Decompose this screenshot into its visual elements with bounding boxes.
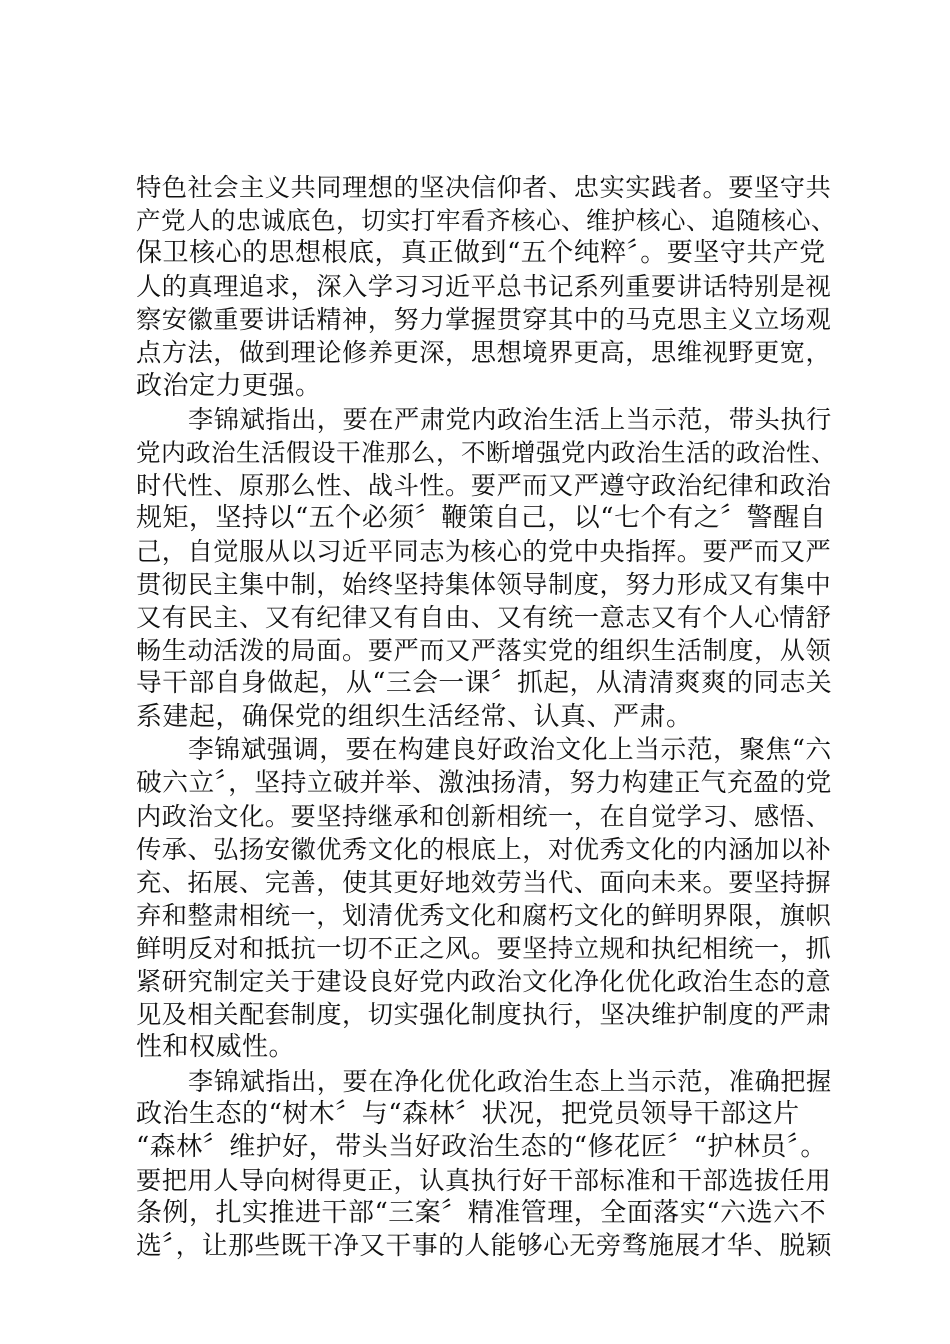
text-line: 特色社会主义共同理想的坚决信仰者、忠实实践者。要坚守共	[136, 173, 832, 202]
text-line: 要把用人导向树得更正，认真执行好干部标准和干部选拔任用	[136, 1165, 832, 1195]
text-line: “森林〞维护好，带头当好政治生态的“修花匠〞“护林员〞。	[136, 1131, 827, 1162]
text-line: 党内政治生活假设干准那么，不断增强党内政治生活的政治性、	[136, 437, 836, 467]
text-line: 贯彻民主集中制，始终坚持集体领导制度，努力形成又有集中	[136, 570, 832, 600]
text-line: 规矩，坚持以“五个必须〞鞭策自己，以“七个有之〞警醒自	[136, 502, 827, 533]
text-line: 紧研究制定关于建设良好党内政治文化净化优化政治生态的意	[136, 967, 832, 997]
text-line: 见及相关配套制度，切实强化制度执行，坚决维护制度的严肃	[136, 1000, 832, 1030]
text-line: 产党人的忠诚底色，切实打牢看齐核心、维护核心、追随核心、	[136, 206, 836, 236]
text-line: 导干部自身做起，从“三会一课〞抓起，从清清爽爽的同志关	[136, 668, 833, 699]
text-line: 又有民主、又有纪律又有自由、又有统一意志又有个人心情舒	[136, 603, 832, 633]
text-line: 畅生动活泼的局面。要严而又严落实党的组织生活制度，从领	[136, 636, 832, 666]
text-line: 李锦斌强调，要在构建良好政治文化上当示范，聚焦“六	[188, 734, 832, 765]
text-line: 保卫核心的思想根底，真正做到“五个纯粹〞。要坚守共产党	[136, 238, 826, 269]
text-line: 传承、弘扬安徽优秀文化的根底上，对优秀文化的内涵加以补	[136, 834, 832, 864]
text-line: 内政治文化。要坚持继承和创新相统一，在自觉学习、感悟、	[136, 801, 832, 831]
text-line: 人的真理追求，深入学习习近平总书记系列重要讲话特别是视	[136, 272, 832, 302]
text-line: 条例，扎实推进干部“三案〞精准管理，全面落实“六选六不	[136, 1197, 827, 1228]
text-line: 弃和整肃相统一，划清优秀文化和腐朽文化的鲜明界限，旗帜	[136, 901, 832, 931]
body-text	[136, 171, 836, 1263]
text-line: 性和权威性。	[136, 1032, 296, 1063]
text-line: 系建起，确保党的组织生活经常、认真、严肃。	[136, 701, 693, 732]
text-line: 李锦斌指出，要在严肃党内政治生活上当示范，带头执行	[188, 404, 832, 434]
text-line: 鲜明反对和抵抗一切不正之风。要坚持立规和执纪相统一，抓	[136, 934, 832, 964]
text-line: 政治生态的“树木〞与“森林〞状况，把党员领导干部这片	[136, 1098, 800, 1129]
text-line: 破六立〞，坚持立破并举、激浊扬清，努力构建正气充盈的党	[136, 767, 832, 798]
text-line: 选〞，让那些既干净又干事的人能够心无旁骛施展才华、脱颖	[136, 1231, 832, 1261]
text-line: 时代性、原那么性、战斗性。要严而又严遵守政治纪律和政治	[136, 470, 832, 500]
text-line: 己，自觉服从以习近平同志为核心的党中央指挥。要严而又严	[136, 537, 832, 567]
text-line: 察安徽重要讲话精神，努力掌握贯穿其中的马克思主义立场观	[136, 305, 832, 335]
text-line: 充、拓展、完善，使其更好地效劳当代、面向未来。要坚持摒	[136, 867, 832, 897]
text-line: 政治定力更强。	[136, 370, 322, 401]
text-line: 点方法，做到理论修养更深，思想境界更高，思维视野更宽，	[136, 338, 832, 368]
text-line: 李锦斌指出，要在净化优化政治生态上当示范，准确把握	[188, 1066, 832, 1096]
